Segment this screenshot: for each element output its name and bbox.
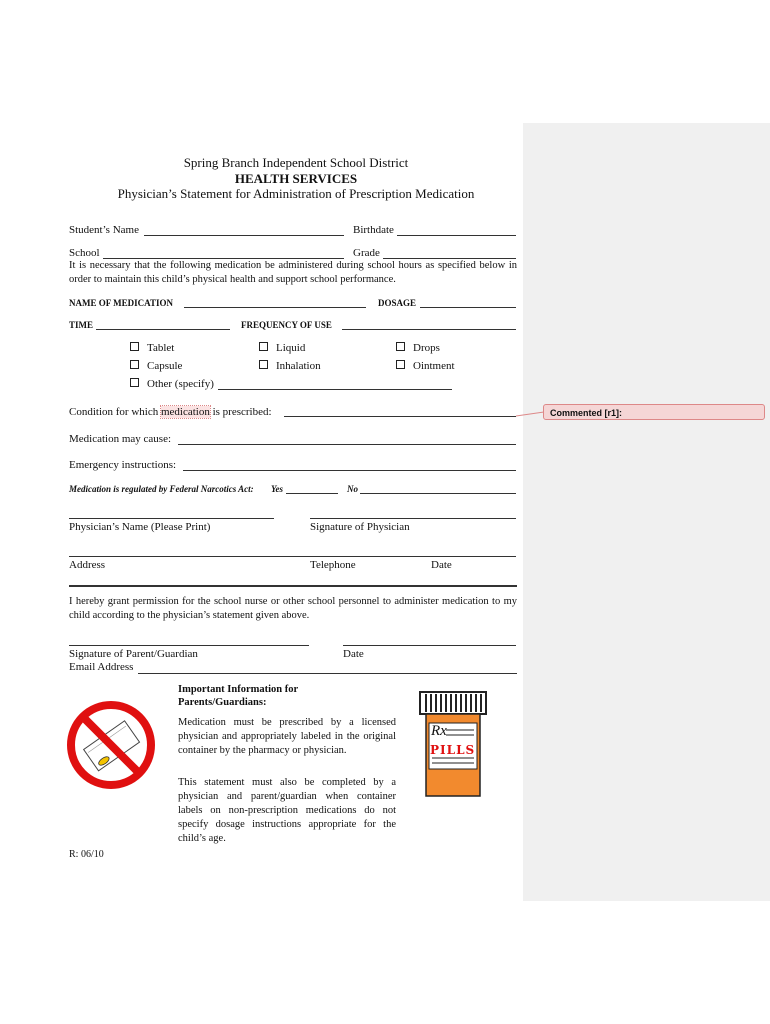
narcotics-no-label: No: [347, 484, 358, 494]
rx-symbol: Rx: [431, 723, 447, 739]
tablet-option[interactable]: [130, 342, 174, 354]
guardian-signature-label: Signature of Parent/Guardian: [69, 648, 198, 660]
guardian-date-label: Date: [343, 648, 364, 660]
intro-text: It is necessary that the following medication be administered during school hours as specified below in order to maintain this child’s physical health and support school performance.: [69, 260, 517, 285]
guardian-date-field[interactable]: [343, 645, 516, 646]
physician-name-field[interactable]: [69, 518, 274, 519]
condition-prefix: Condition for which: [69, 406, 161, 418]
ointment-option[interactable]: [396, 360, 455, 372]
revision-label: R: 06/10: [69, 849, 104, 860]
student-name-field[interactable]: [144, 235, 344, 236]
no-medication-icon: [66, 700, 156, 790]
inhalation-checkbox[interactable]: [259, 360, 268, 369]
birthdate-label: Birthdate: [353, 224, 394, 236]
emergency-field[interactable]: [183, 470, 516, 471]
student-name-label: Student’s Name: [69, 224, 139, 236]
email-field[interactable]: [138, 673, 517, 674]
drops-checkbox[interactable]: [396, 342, 405, 351]
section-divider: [69, 585, 517, 587]
inhalation-option[interactable]: [259, 360, 321, 372]
school-label: School: [69, 247, 100, 259]
condition-suffix: is prescribed:: [209, 406, 272, 418]
address-field[interactable]: [69, 556, 516, 557]
district-name: Spring Branch Independent School District: [183, 155, 409, 170]
address-label: Address: [69, 559, 106, 571]
condition-field[interactable]: [284, 416, 516, 417]
permission-text: I hereby grant permission for the school nurse or other school personnel to administer medication to my child according to the physician’s statement given above.: [69, 596, 517, 621]
physician-signature-field[interactable]: [310, 518, 516, 519]
comment-connector: [516, 410, 546, 418]
liquid-option[interactable]: [259, 342, 305, 354]
telephone-label: Telephone: [310, 559, 356, 571]
other-specify-field[interactable]: [218, 389, 452, 390]
date-label: Date: [431, 559, 452, 571]
narcotics-label: Medication is regulated by Federal Narcotics Act:: [69, 484, 254, 494]
grade-label: Grade: [353, 247, 380, 259]
narcotics-yes-label: Yes: [271, 484, 283, 494]
may-cause-field[interactable]: [178, 444, 516, 445]
emergency-label: Emergency instructions:: [69, 459, 177, 471]
capsule-option[interactable]: [130, 360, 182, 372]
ointment-label: Ointment: [413, 360, 455, 372]
form-title: Physician’s Statement for Administration of Prescription Medication: [117, 186, 475, 201]
dosage-field[interactable]: [420, 307, 516, 308]
medication-name-label: NAME OF MEDICATION: [69, 298, 173, 308]
guardian-signature-field[interactable]: [69, 645, 309, 646]
physician-signature-label: Signature of Physician: [310, 521, 410, 533]
may-cause-label: Medication may cause:: [69, 433, 172, 445]
physician-name-label: Physician’s Name (Please Print): [69, 521, 211, 533]
email-label: Email Address: [69, 661, 134, 673]
tablet-label: Tablet: [147, 342, 175, 354]
other-checkbox[interactable]: [130, 378, 139, 387]
medication-name-field[interactable]: [184, 307, 366, 308]
comment-title: Commented [r1]:: [550, 408, 623, 418]
ointment-checkbox[interactable]: [396, 360, 405, 369]
department-title: HEALTH SERVICES: [234, 171, 358, 186]
comment-balloon[interactable]: [543, 404, 765, 420]
narcotics-yes-field[interactable]: [286, 493, 338, 494]
frequency-label: FREQUENCY OF USE: [241, 320, 332, 330]
frequency-field[interactable]: [342, 329, 516, 330]
condition-label: [69, 406, 272, 418]
pills-label: PILLS: [430, 743, 476, 757]
tablet-checkbox[interactable]: [130, 342, 139, 351]
narcotics-no-field[interactable]: [360, 493, 516, 494]
other-option[interactable]: [130, 378, 214, 390]
capsule-label: Capsule: [147, 360, 183, 372]
liquid-label: Liquid: [276, 342, 306, 354]
birthdate-field[interactable]: [397, 235, 516, 236]
liquid-checkbox[interactable]: [259, 342, 268, 351]
commented-text[interactable]: medication: [160, 406, 210, 418]
time-label: TIME: [69, 320, 94, 330]
drops-label: Drops: [413, 342, 440, 354]
info-paragraph-2: This statement must also be completed by a physician and parent/guardian when container labels on non-prescription medications do not specify dosage instructions appropriate for the child’s age.: [178, 777, 396, 844]
time-field[interactable]: [96, 329, 230, 330]
other-label: Other (specify): [147, 378, 214, 390]
capsule-checkbox[interactable]: [130, 360, 139, 369]
info-heading: Important Information for Parents/Guardians:: [178, 684, 298, 708]
inhalation-label: Inhalation: [276, 360, 321, 372]
info-paragraph-1: Medication must be prescribed by a licensed physician and appropriately labeled in the original container by the pharmacy or physician.: [178, 717, 396, 756]
dosage-label: DOSAGE: [378, 298, 417, 308]
drops-option[interactable]: [396, 342, 440, 354]
comment-pane: [523, 123, 770, 901]
